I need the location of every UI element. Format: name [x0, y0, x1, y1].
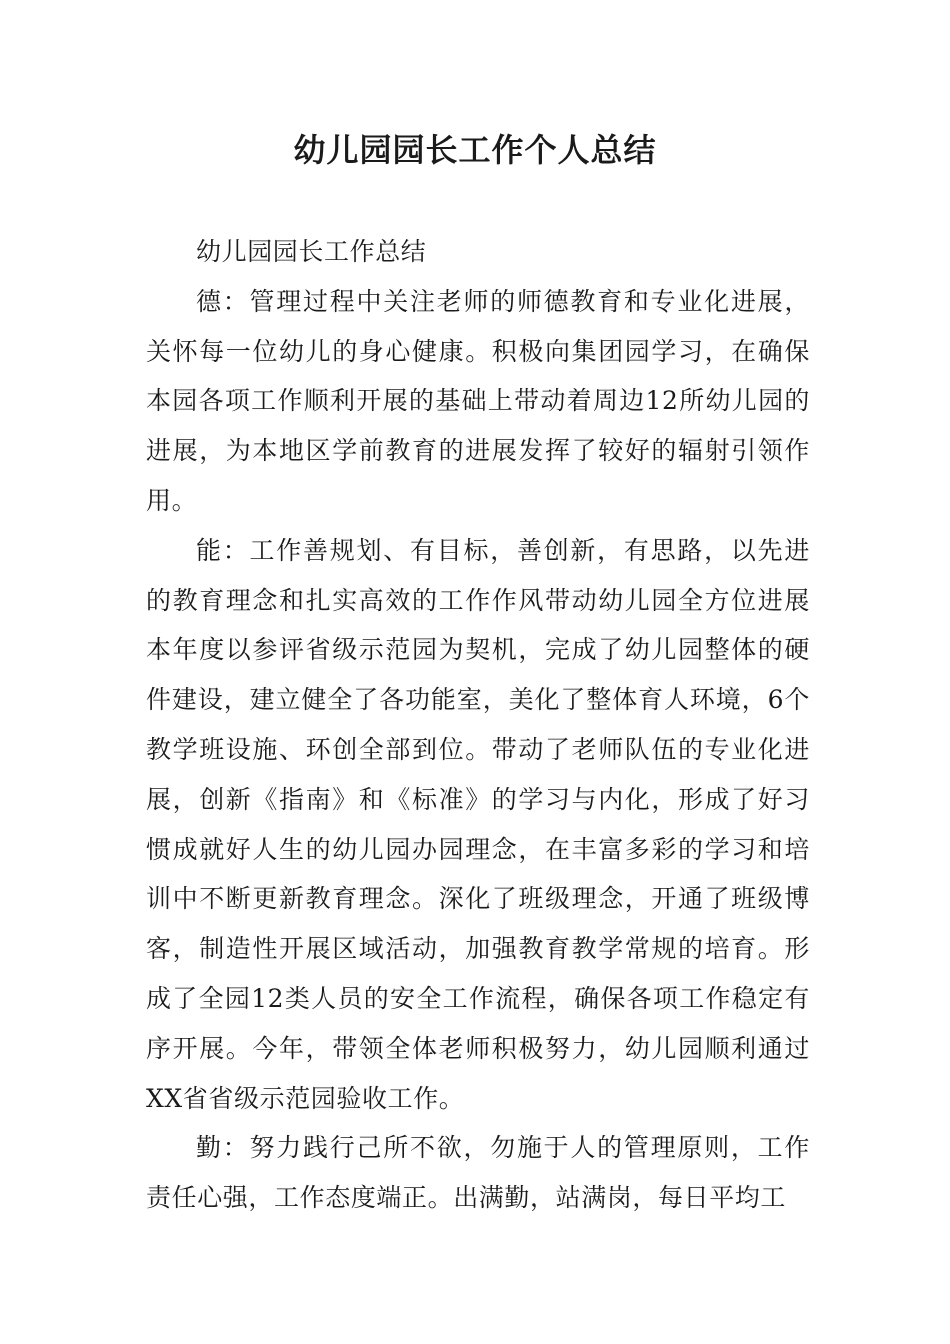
- paragraph-qin: 勤：努力践行己所不欲，勿施于人的管理原则，工作责任心强，工作态度端正。出满勤，站满岗，每日平均工: [146, 1133, 810, 1213]
- paragraph-de: 德：管理过程中关注老师的师德教育和专业化进展，关怀每一位幼儿的身心健康。积极向集团园学习，在确保本园各项工作顺利开展的基础上带动着周边12所幼儿园的进展，为本地区学前教育的进展发挥了较好的辐射引领作用。: [146, 286, 810, 515]
- document-title: 幼儿园园长工作个人总结: [293, 131, 657, 169]
- paragraph-subtitle: 幼儿园园长工作总结: [196, 237, 427, 266]
- document-body: [146, 227, 810, 1223]
- paragraph-neng: 能：工作善规划、有目标，善创新，有思路，以先进的教育理念和扎实高效的工作作风带动幼儿园全方位进展本年度以参评省级示范园为契机，完成了幼儿园整体的硬件建设，建立健全了各功能室，美化了整体育人环境，6个教学班设施、环创全部到位。带动了老师队伍的专业化进展，创新《指南》和《标准》的学习与内化，形成了好习惯成就好人生的幼儿园办园理念，在丰富多彩的学习和培训中不断更新教育理念。深化了班级理念，开通了班级博客，制造性开展区域活动，加强教育教学常规的培育。形成了全园12类人员的安全工作流程，确保各项工作稳定有序开展。今年，带领全体老师积极努力，幼儿园顺利通过XX省省级示范园验收工作。: [146, 535, 810, 1113]
